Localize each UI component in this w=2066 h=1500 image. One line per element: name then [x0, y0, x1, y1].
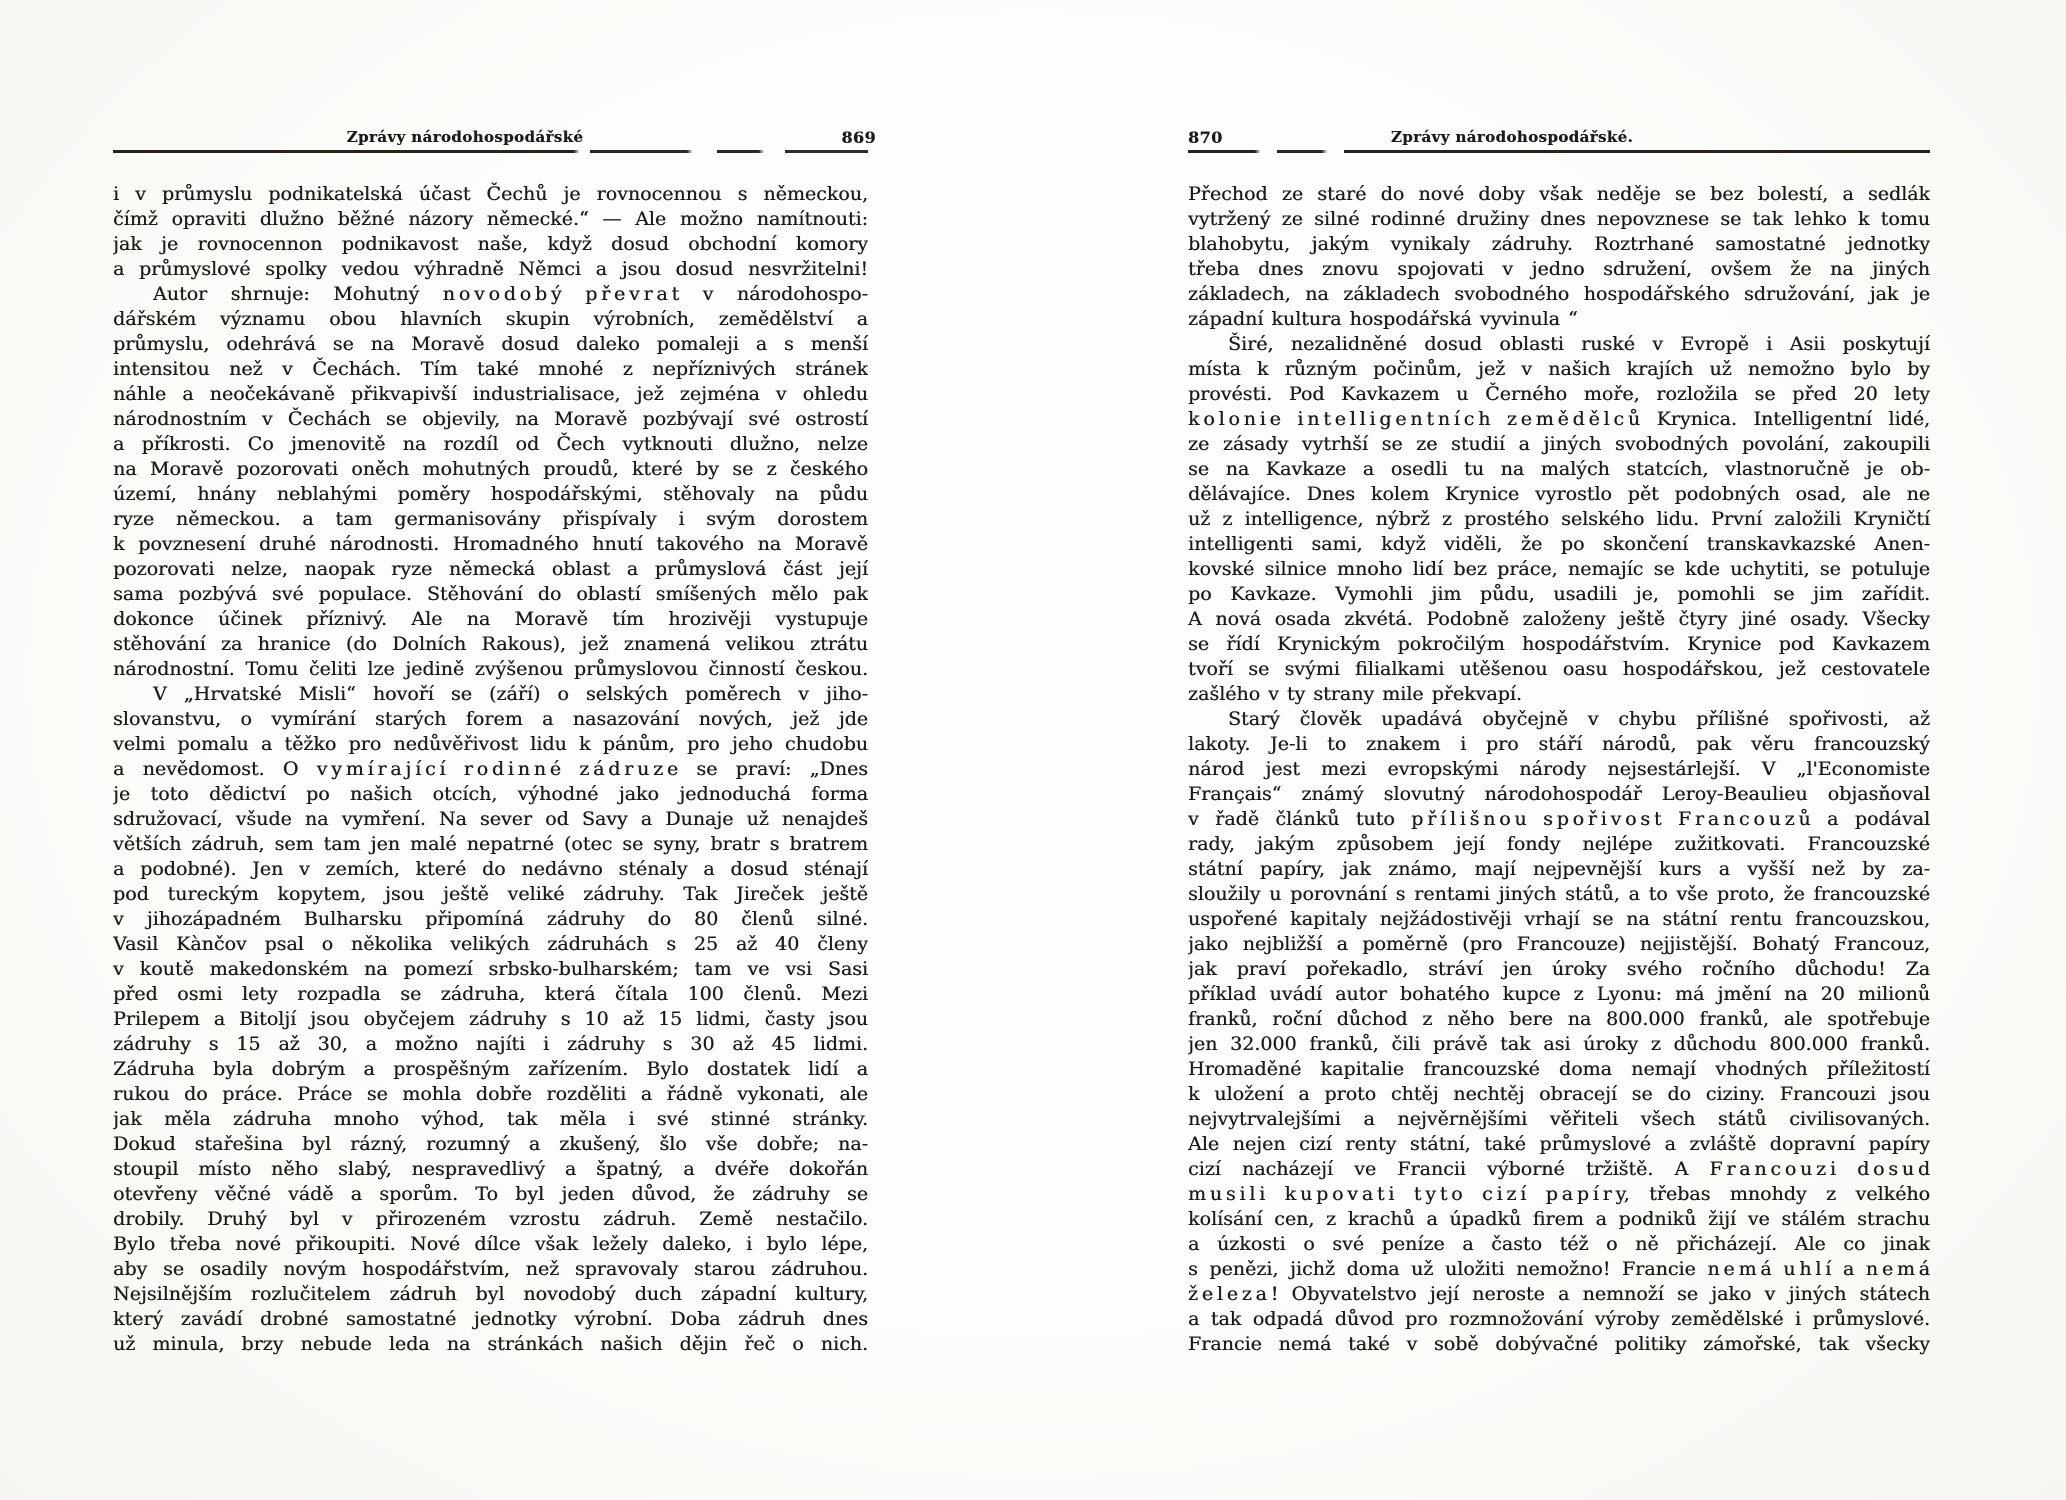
- text-line: je toto dědictví po našich otcích, výhodné jako jednoduchá forma: [113, 783, 868, 805]
- text-line: provésti. Pod Kavkazem u Černého moře, rozložila se před 20 lety: [1188, 383, 1930, 405]
- text-line: Français“ známý slovutný národohospodář Leroy-Beaulieu objasňoval: [1188, 783, 1930, 805]
- text-line: v koutě makedonském na pomezí srbsko-bulharském; tam ve vsi Sasi: [113, 958, 868, 980]
- text-line: dokonce účinek příznivý. Ale na Moravě tím hrozivěji vystupuje: [113, 608, 868, 630]
- text-line: státní papíry, jak známo, mají nejpevnější kurs a vyšší než by za-: [1188, 858, 1930, 880]
- text-line: na Moravě pozorovati oněch mohutných proudů, které by se z českého: [113, 458, 868, 480]
- text-line: sdružovací, všude na vymření. Na sever od Savy a Dunaje už nenajdeš: [113, 808, 868, 830]
- page-body: [113, 182, 868, 1357]
- text-line: zádruhy s 15 až 30, a možno najíti i zádruhy s 30 až 45 lidmi.: [113, 1033, 868, 1055]
- text-line: sloužily u porovnání s rentami jiných států, a to vše proto, že francouzské: [1188, 883, 1930, 905]
- text-line: Dokud stařešina byl rázný, rozumný a zkušený, šlo vše dobře; na-: [113, 1133, 868, 1155]
- text-line: kolísání cen, z krachů a úpadků firem a podniků žijí ve stálém strachu: [1188, 1208, 1930, 1230]
- text-line: zašlého v ty strany mile překvapí.: [1188, 683, 1522, 705]
- text-line: aby se osadily novým hospodářstvím, než spravovaly starou zádruhou.: [113, 1258, 868, 1280]
- text-line: Přechod ze staré do nové doby však neděje se bez bolestí, a sedlák: [1188, 183, 1930, 205]
- text-line: území, hnány neblahými poměry hospodářskými, stěhovaly na půdu: [113, 483, 868, 505]
- text-line: průmyslu, odehrává se na Moravě dosud daleko pomaleji a s menší: [113, 333, 868, 355]
- text-line: po Kavkaze. Vymohli jim půdu, usadili je, pomohli se jim zařídit.: [1188, 583, 1930, 605]
- text-line: a příkrosti. Co jmenovitě na rozdíl od Čech vytknouti dlužno, nelze: [113, 433, 868, 455]
- text-line: uspořené kapitaly nejžádostivěji vrhají se na státní rentu francouzskou,: [1188, 908, 1930, 930]
- text-line: a tak odpadá důvod pro rozmnožování výroby zemědělské i průmyslové.: [1188, 1308, 1930, 1330]
- text-line: s penězi, jichž doma už uložiti nemožno! Francie n e m á u h l í a n e m á: [1188, 1258, 1930, 1280]
- running-head: Zprávy národohospodářské.: [1390, 128, 1634, 146]
- text-line: a průmyslové spolky vedou výhradně Němci a jsou dosud nesvržitelni!: [113, 258, 868, 280]
- text-line: drobily. Druhý byl v přirozeném vzrostu zádruh. Země nestačilo.: [113, 1208, 868, 1230]
- text-line: cizí nacházejí ve Francii výborné tržiště. A F r a n c o u z i d o s u d: [1188, 1158, 1930, 1180]
- text-line: dělávajíce. Dnes kolem Krynice vyrostlo pět podobných osad, ale ne: [1188, 483, 1930, 505]
- text-line: Francie nemá také v sobě dobývačné politiky zámořské, tak všecky: [1188, 1333, 1930, 1355]
- text-line: Vasil Kànčov psal o několika velikých zádruhách s 25 až 40 členy: [113, 933, 868, 955]
- text-line: rady, jakým způsobem její fondy nejlépe zužitkovati. Francouzské: [1188, 833, 1930, 855]
- page-869: [113, 0, 876, 1500]
- text-line: a podobné). Jen v zemích, které do nedávno sténaly a dosud sténají: [113, 858, 868, 880]
- text-line: jak měla zádruha mnoho výhod, tak měla i své stinné stránky.: [113, 1108, 868, 1130]
- text-line: ž e l e z a ! Obyvatelstvo její neroste a nemnoží se jako v jiných státech: [1188, 1283, 1930, 1305]
- text-line: Starý člověk upadává obyčejně v chybu přílišné spořivosti, až: [1228, 708, 1930, 730]
- text-line: náhle a neočekávaně přikvapivší industrialisace, jež zejména v ohledu: [113, 383, 868, 405]
- text-line: k o l o n i e i n t e l l i g e n t n í c h z e m ě d ě l c ů Krynica. Intelligentní lidé,: [1188, 408, 1930, 430]
- text-line: a úzkosti o své peníze a často též o ně přicházejí. Ale co jinak: [1188, 1233, 1930, 1255]
- text-line: kovské silnice mnoho lidí bez práce, nemajíc se kde uchytiti, se potuluje: [1188, 558, 1930, 580]
- text-line: velmi pomalu a těžko pro nedůvěřivost lidu k pánům, pro jeho chudobu: [113, 733, 868, 755]
- text-line: už minula, brzy nebude leda na stránkách našich dějin řeč o nich.: [113, 1333, 868, 1355]
- text-line: blahobytu, jakým vynikaly zádruhy. Roztrhané samostatné jednotky: [1188, 233, 1930, 255]
- text-line: třeba dnes znovu spojovati v jedno sdružení, ovšem že na jiných: [1188, 258, 1930, 280]
- running-head-row: [1188, 128, 1930, 150]
- text-line: v jihozápadném Bulharsku připomíná zádruhy do 80 členů silné.: [113, 908, 868, 930]
- text-line: jako nejbližší a poměrně (pro Francouze) nejjistější. Bohatý Francouz,: [1188, 933, 1930, 955]
- text-line: k povznesení druhé národnosti. Hromadného hnutí takového na Moravě: [113, 533, 868, 555]
- text-line: národnostní. Tomu čeliti lze jedině zvýšenou průmyslovou činností českou.: [113, 658, 868, 680]
- text-line: Širé, nezalidněné dosud oblasti ruské v Evropě i Asii poskytují: [1228, 333, 1930, 355]
- text-line: se řídí Krynickým pokročilým hospodářstvím. Krynice pod Kavkazem: [1188, 633, 1930, 655]
- header-rule: [113, 150, 868, 153]
- text-line: jak praví pořekadlo, stráví jen úroky svého ročního důchodu! Za: [1188, 958, 1930, 980]
- text-line: stěhování za hranice (do Dolních Rakous), jež znamená velikou ztrátu: [113, 633, 868, 655]
- text-line: slovanstvu, o vymírání starých forem a nasazování nových, jež jde: [113, 708, 868, 730]
- page-870: [1188, 0, 1930, 1500]
- text-line: Autor shrnuje: Mohutný n o v o d o b ý p ř e v r a t v národohospo-: [153, 283, 868, 305]
- text-line: ze zásady vytrhší se ze studií a jiných svobodných povolání, zakoupili: [1188, 433, 1930, 455]
- text-line: větších zádruh, sem tam jen malé nepatrné (otec se syny, bratr s bratrem: [113, 833, 868, 855]
- text-line: národ jest mezi evropskými národy nejsestárlejší. V „l'Economiste: [1188, 758, 1930, 780]
- running-head: Zprávy národohospodářské: [346, 128, 584, 146]
- text-line: Nejsilnějším rozlučitelem zádruh byl novodobý duch západní kultury,: [113, 1283, 868, 1305]
- text-line: stoupil místo něho slabý, nespravedlivý a špatný, a dvéře dokořán: [113, 1158, 868, 1180]
- text-line: ryze německou. a tam germanisovány přispívaly i svým dorostem: [113, 508, 868, 530]
- text-line: Zádruha byla dobrým a prospěšným zařízením. Bylo dostatek lidí a: [113, 1058, 868, 1080]
- text-line: intensitou než v Čechách. Tím také mnohé z nepříznivých stránek: [113, 358, 868, 380]
- text-line: A nová osada zkvétá. Podobně založeny ještě čtyry jiné osady. Všecky: [1188, 608, 1930, 630]
- text-line: V „Hrvatské Misli“ hovoří se (září) o selských poměrech v jiho-: [153, 683, 868, 705]
- running-head-row: [113, 128, 876, 150]
- text-line: už z intelligence, nýbrž z prostého selského lidu. První založili Kryničtí: [1188, 508, 1930, 530]
- text-line: i v průmyslu podnikatelská účast Čechů je rovnocennou s německou,: [113, 183, 868, 205]
- text-line: franků, roční důchod z něho bere na 800.000 franků, ale spotřebuje: [1188, 1008, 1930, 1030]
- text-line: vytržený ze silné rodinné družiny dnes nepovznese se tak lehko k tomu: [1188, 208, 1930, 230]
- text-line: před osmi lety rozpadla se zádruha, která čítala 100 členů. Mezi: [113, 983, 868, 1005]
- text-line: jak je rovnocennon podnikavost naše, když dosud obchodní komory: [113, 233, 868, 255]
- text-line: jen 32.000 franků, čili právě tak asi úroky z důchodu 800.000 franků.: [1188, 1033, 1930, 1055]
- text-line: národnostním v Čechách se objevily, na Moravě pozbývají své ostrostí: [113, 408, 868, 430]
- text-line: m u s i l i k u p o v a t i t y t o c i z í p a p í r y, třebas mnohdy z velkého: [1188, 1183, 1930, 1205]
- text-line: západní kultura hospodářská vyvinula “: [1188, 308, 1578, 330]
- text-line: k uložení a proto chtěj nechtěj obracejí se do ciziny. Francouzi jsou: [1188, 1083, 1930, 1105]
- text-line: pozorovati nelze, naopak ryze německá oblast a průmyslová část její: [113, 558, 868, 580]
- text-line: který zavádí drobné samostatné jednotky výrobní. Doba zádruh dnes: [113, 1308, 868, 1330]
- text-line: a nevědomost. O v y m í r a j í c í r o d i n n é z á d r u z e se praví: „Dnes: [113, 758, 868, 780]
- text-line: nejvytrvalejšími a nejvěrnějšími věřiteli všech států civilisovaných.: [1188, 1108, 1930, 1130]
- page-number: 870: [1188, 128, 1223, 147]
- page-number: 869: [841, 128, 876, 147]
- text-line: se na Kavkaze a osedli tu na malých statcích, vlastnoručně je ob-: [1188, 458, 1930, 480]
- text-line: v řadě článků tuto p ř í l i š n o u s p o ř i v o s t F r a n c o u z ů a podával: [1188, 808, 1930, 830]
- text-line: pod tureckým kopytem, jsou ještě veliké zádruhy. Tak Jireček ještě: [113, 883, 868, 905]
- text-line: dářském významu obou hlavních skupin výrobních, zemědělství a: [113, 308, 868, 330]
- text-line: tvoří se svými filialkami utěšenou oasu hospodářskou, jež cestovatele: [1188, 658, 1930, 680]
- text-line: intelligenti sami, když viděli, že po skončení transkavkazské Anen-: [1188, 533, 1930, 555]
- text-line: Prilepem a Bitoljí jsou obyčejem zádruhy s 10 až 15 lidmi, časty jsou: [113, 1008, 868, 1030]
- text-line: základech, na základech svobodného hospodářského sdružování, jak je: [1188, 283, 1930, 305]
- text-line: místa k různým počinům, jež v našich krajích už nemožno bylo by: [1188, 358, 1930, 380]
- text-line: rukou do práce. Práce se mohla dobře rozděliti a řádně vykonati, ale: [113, 1083, 868, 1105]
- text-line: Hromaděné kapitalie francouzské doma nemají vhodných příležitostí: [1188, 1058, 1930, 1080]
- header-rule: [1188, 150, 1930, 153]
- text-line: příklad uvádí autor bohatého kupce z Lyonu: má jmění na 20 milionů: [1188, 983, 1930, 1005]
- text-line: lakoty. Je-li to znakem i pro stáří národů, pak věru francouzský: [1188, 733, 1930, 755]
- text-line: sama pozbývá své populace. Stěhování do oblastí smíšených mělo pak: [113, 583, 868, 605]
- text-line: Bylo třeba nové přikoupiti. Nové dílce však ležely daleko, i bylo lépe,: [113, 1233, 868, 1255]
- text-line: Ale nejen cizí renty státní, také průmyslové a zvláště dopravní papíry: [1188, 1133, 1930, 1155]
- text-line: otevřeny věčné vádě a sporům. To byl jeden důvod, že zádruhy se: [113, 1183, 868, 1205]
- page-body: [1188, 182, 1930, 1357]
- text-line: čímž opraviti dlužno běžné názory německé.“ — Ale možno namítnouti:: [113, 208, 868, 230]
